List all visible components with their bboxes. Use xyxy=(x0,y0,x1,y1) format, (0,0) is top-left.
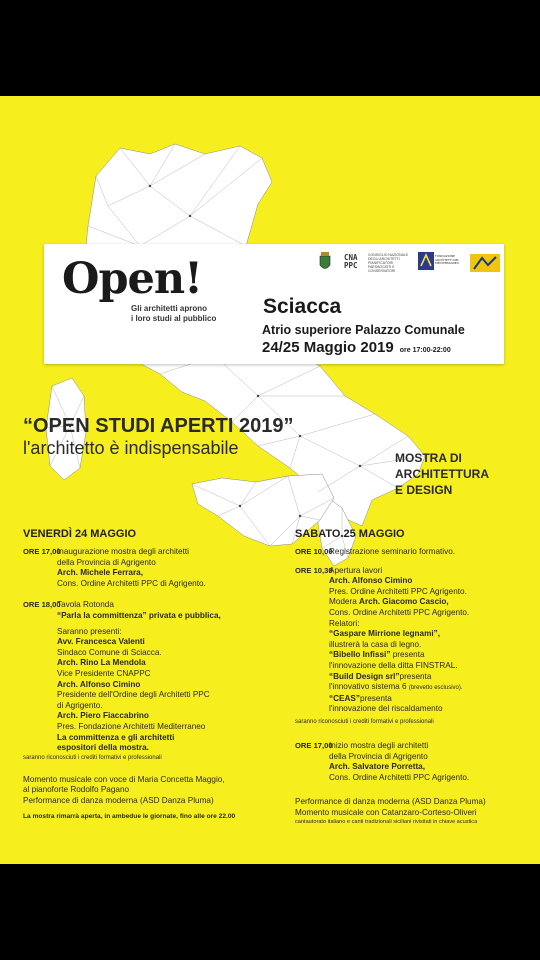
event-time: ORE 18,00 xyxy=(23,600,61,610)
event-venue: Atrio superiore Palazzo Comunale xyxy=(262,323,465,337)
cnappc-logo: CNA PPC xyxy=(344,253,358,270)
fondazione-logo-text: FONDAZIONE ARCHITETTI NEL MEDITERRANEO xyxy=(435,254,460,266)
event-dates: 24/25 Maggio 2019 ore 17:00-22:00 xyxy=(262,339,451,356)
sponsor-logos xyxy=(314,250,504,278)
open-subtitle: Gli architetti aprono i loro studi al pubblico xyxy=(131,304,217,323)
friday-event-1: ORE 17,00 Inaugurazione mostra degli architetti della Provincia di Agrigento Arch. Michele Ferrara, Cons. Ordine Architetti PPC di Agrigento. xyxy=(23,547,206,588)
comune-crest-icon xyxy=(319,252,331,272)
poster-subheadline: l'architetto è indispensabile xyxy=(23,438,239,458)
event-poster xyxy=(0,96,540,864)
friday-credits-note: saranno riconosciuti i crediti formativi e professionali xyxy=(23,754,162,761)
event-banner xyxy=(44,244,504,364)
saturday-event-2: ORE 10,30 Apertura lavori Arch. Alfonso Cimino Pres. Ordine Architetti PPC Agrigento. Modera Arch. Giacomo Cascio, Cons. Ordine Architetti PPC Agrigento. Relatori: “Gaspare Mirrione legnami”, illustrerà la casa di legno. “Bibello Infissi” presenta l'innovazione della ditta FINSTRAL. “Build Design srl”presenta l'innovativo sistema 6 (brevetto esclusivo). “CEAS”presenta l'innovazione del riscaldamento xyxy=(295,565,470,714)
saturday-program xyxy=(295,547,535,827)
saturday-heading: SABATO 25 MAGGIO xyxy=(295,528,405,540)
open-logo-title: Open! xyxy=(62,254,203,304)
event-hours: ore 17:00-22:00 xyxy=(399,347,451,354)
event-time: ORE 10,00 xyxy=(295,547,333,556)
ance-logo-icon xyxy=(470,252,500,274)
saturday-credits-note: saranno riconosciuti i crediti formativi e professionali xyxy=(295,718,434,725)
event-time: ORE 10,30 xyxy=(295,565,333,575)
closing-note: La mostra rimarrà aperta, in ambedue le giornate, fino alle ore 22.00 xyxy=(23,813,236,821)
saturday-event-1: ORE 10,00 Registrazione seminario formativo. xyxy=(295,547,456,556)
friday-music: Momento musicale con voce di Maria Concetta Maggio, al pianoforte Rodolfo Pagano Performance di danza moderna (ASD Danza Pluma) xyxy=(23,774,225,805)
saturday-event-3: ORE 17,00 Inizio mostra degli architetti della Provincia di Agrigento Arch. Salvatore Porretta, Cons. Ordine Architetti PPC Agrigento. xyxy=(295,740,470,782)
ordine-architetti-logo-text: CONSIGLIO NAZIONALE DEGLI ARCHITETTI PIANIFICATORI PAESAGGISTI E CONSERVATORI xyxy=(368,253,409,273)
exhibition-label: MOSTRA DI ARCHITETTURA E DESIGN xyxy=(395,451,489,497)
friday-heading: VENERDÌ 24 MAGGIO xyxy=(23,528,137,540)
poster-headline: “OPEN STUDI APERTI 2019” xyxy=(23,415,294,437)
event-time: ORE 17,00 xyxy=(295,740,333,750)
event-city: Sciacca xyxy=(263,295,342,318)
friday-event-2: ORE 18,00 Tavola Rotonda “Parla la committenza” privata e pubblica, Saranno presenti: Avv. Francesca Valenti Sindaco Comune di Sciacca. Arch. Rino La Mendola Vice Presidente CNAPPC Arch. Alfonso Cimino Presidente dell'Ordine degli Architetti PPC di Agrigento. Arch. Piero Fiaccabrino Pres. Fondazione Architetti Mediterraneo La committenza e gli architetti espositori della mostra. xyxy=(23,600,221,753)
saturday-performances: Performance di danza moderna (ASD Danza Pluma) Momento musicale con Catanzaro-Corteso-Oliveri cantautorato italiano e canti tradizionali siciliani rivisitati in chiave acustica xyxy=(295,797,486,826)
fondazione-architetti-logo-icon xyxy=(418,252,434,270)
friday-program xyxy=(23,547,273,823)
event-time: ORE 17,00 xyxy=(23,547,61,556)
